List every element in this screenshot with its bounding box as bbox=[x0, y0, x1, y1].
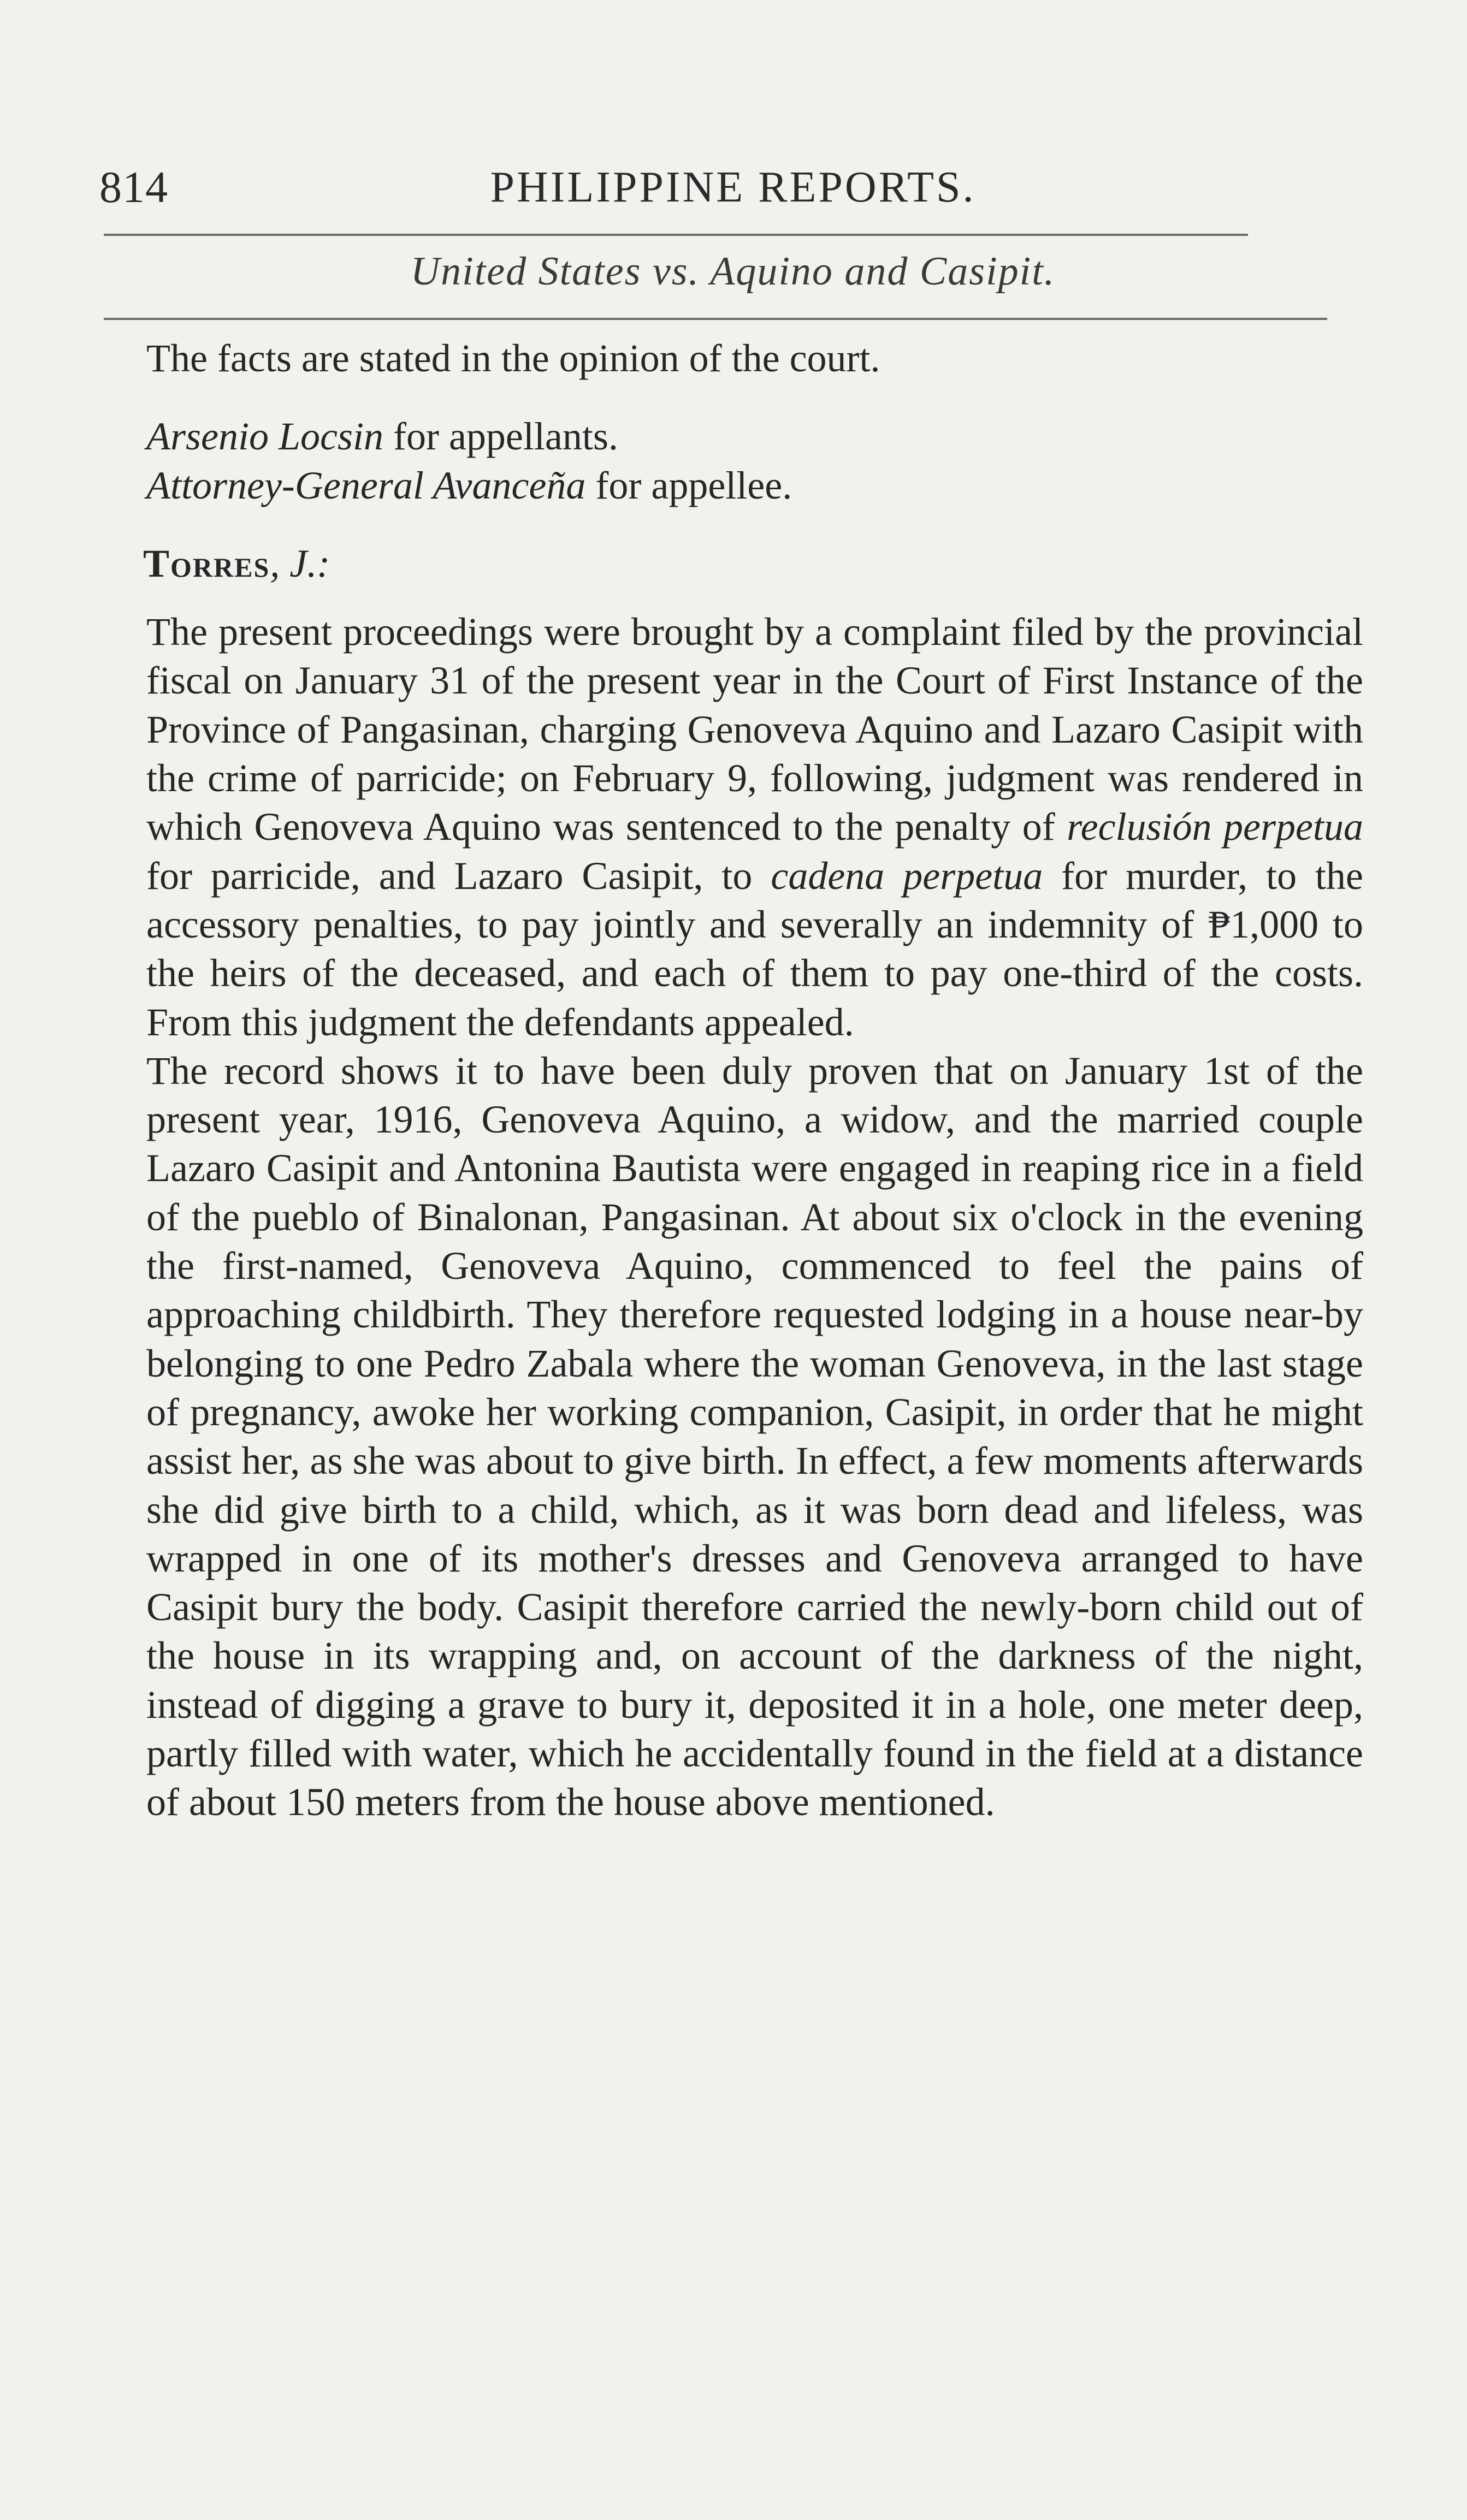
page-number: 814 bbox=[99, 162, 168, 212]
page-body bbox=[143, 334, 1364, 1827]
appellants-counsel-line bbox=[146, 412, 1363, 461]
opinion-paragraph-1: The present proceedings were brought by a complaint filed by the provincial fiscal on January 31 of the present year in the Court of First Instance of the Province of Pangasinan, charging Genoveva Aquino and Lazaro Casipit with the crime of parricide; on February 9, following, judgment was rendered in which Genoveva Aquino was sentenced to the penalty of reclusión perpetua for parricide, and Lazaro Casipit, to cadena perpetua for murder, to the accessory penalties, to pay jointly and severally an indemnity of ₱1,000 to the heirs of the deceased, and each of them to pay one-third of the costs. From this judgment the defendants appealed. bbox=[146, 610, 1364, 1044]
judge-line bbox=[143, 539, 1363, 588]
header-rule-bottom bbox=[104, 318, 1327, 320]
judge-suffix: , J.: bbox=[270, 541, 330, 585]
appellants-counsel-name: Arsenio Locsin bbox=[146, 414, 384, 459]
case-title: United States vs. Aquino and Casipit. bbox=[410, 249, 1056, 294]
appellants-counsel-role: for appellants. bbox=[383, 414, 618, 459]
latin-term-cadena: cadena perpetua bbox=[771, 853, 1043, 898]
appellee-counsel-role: for appellee. bbox=[585, 463, 792, 507]
appellee-counsel-line bbox=[146, 461, 1363, 510]
page-header bbox=[99, 157, 1367, 217]
appellee-counsel-name: Attorney-General Avanceña bbox=[146, 463, 586, 507]
judge-name: Torres bbox=[143, 541, 270, 585]
header-rule-top bbox=[104, 234, 1248, 236]
facts-statement: The facts are stated in the opinion of the court. bbox=[146, 336, 880, 380]
latin-term-reclusion: reclusión perpetua bbox=[1067, 805, 1363, 849]
running-title: PHILIPPINE REPORTS. bbox=[490, 163, 976, 211]
opinion-paragraph-2: The record shows it to have been duly proven that on January 1st of the present year, 1916, Genoveva Aquino, a widow, and the married couple Lazaro Casipit and Antonina Bautista were engaged in reaping rice in a field of the pueblo of Binalonan, Pangasinan. At about six o'clock in the evening the first-named, Genoveva Aquino, commenced to feel the pains of approaching childbirth. They therefore requested lodging in a house near-by belonging to one Pedro Zabala where the woman Genoveva, in the last stage of pregnancy, awoke her working companion, Casipit, in order that he might assist her, as she was about to give birth. In effect, a few moments afterwards she did give birth to a child, which, as it was born dead and lifeless, was wrapped in one of its mother's dresses and Genoveva arranged to have Casipit bury the body. Casipit therefore carried the newly-born child out of the house in its wrapping and, on account of the darkness of the night, instead of digging a grave to bury it, deposited it in a hole, one meter deep, partly filled with water, which he accidentally found in the field at a distance of about 150 meters from the house above mentioned. bbox=[146, 1048, 1363, 1824]
